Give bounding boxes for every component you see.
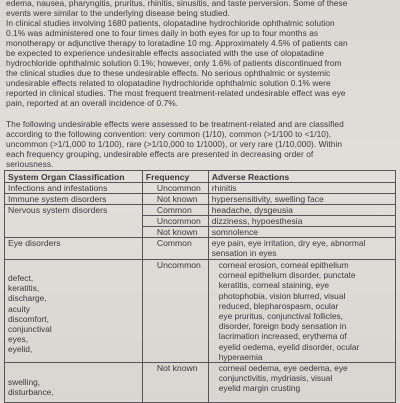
reaction-cell: rhinitis (208, 183, 395, 194)
table-row (5, 363, 396, 403)
table-header-row (5, 171, 396, 183)
soc-cell: Infections and infestations (5, 183, 143, 194)
paragraph-frequency-convention: The following undesirable effects were assessed to be treatment-related and are classified according to the following convention: very common (1/10), common (>1/100 to <1/10), uncommon (>1/1,000 to 1/100), rare (>1/10,000 to 1/1000), or very rare (1/10,000). Within each frequency grouping, undesirable effects are presented in decreasing order of seriousness. (6, 119, 344, 170)
table-row (5, 260, 396, 363)
reaction-cell: dizziness, hypoesthesia (208, 216, 395, 227)
paragraph-clinical-studies: In clinical studies involving 1680 patients, olopatadine hydrochloride ophthalmic solution 0.1% was administered one to four times daily in both eyes for up to four months as monotherapy or adjunctive therapy to loratadine 10 mg. Approximately 4.5% of patients can be expected to experience undesirable effects associated with the use of olopatadine hydrochloride ophthalmic solution 0.1%; however, only 1.6% of patients discontinued from the clinical studies due to these undesirable effects. No serious ophthalmic or systemic undesirable effects related to olopatadine hydrochloride ophthalmic solution 0.1% were reported in clinical studies. The most frequent treatment-related undesirable effect was eye pain, reported at an overall incidence of 0.7%. (6, 18, 348, 109)
table-row (5, 238, 396, 260)
header-soc: System Organ Classification (5, 171, 143, 183)
frequency-cell: Common (142, 238, 208, 260)
frequency-cell: Not known (142, 363, 208, 403)
frequency-cell: Uncommon (142, 216, 208, 227)
reaction-cell: corneal erosion, corneal epithelium corneal epithelium disorder, punctate keratitis, corneal staining, eye photophobia, vision blurred, visual reduced, blepharospasm, ocular eye pruritus, conjunctival follicles, disorder, foreign body sensation in lacrimation increased, erythema of eyelid oedema, eyelid disorder, ocular hyperaemia (208, 260, 395, 363)
soc-cell: Immune system disorders (5, 194, 143, 205)
reaction-cell: corneal oedema, eye oedema, eye conjunctivitis, mydriasis, visual eyelid margin crusting (208, 363, 395, 403)
soc-cell: Eye disorders (5, 238, 143, 260)
frequency-cell: Uncommon (142, 260, 208, 363)
reaction-cell: hypersensitivity, swelling face (208, 194, 395, 205)
table-row (5, 183, 396, 194)
table-row (5, 205, 396, 216)
reaction-cell: headache, dysgeusia (208, 205, 395, 216)
soc-cell: Nervous system disorders (5, 205, 143, 238)
reaction-cell: somnolence (208, 227, 395, 238)
soc-cell: defect, keratitis, discharge, acuity discomfort, conjunctival eyes, eyelid, (5, 260, 143, 363)
frequency-cell: Common (142, 205, 208, 216)
frequency-cell: Not known (142, 227, 208, 238)
paragraph-other-events: edema, nausea, pharyngitis, pruritus, rhinitis, sinusitis, and taste perversion. Some of these events were similar to the underlying disease being studied. (6, 0, 348, 19)
table-row (5, 194, 396, 205)
reaction-cell: eye pain, eye irritation, dry eye, abnormal sensation in eyes (208, 238, 395, 260)
frequency-cell: Not known (142, 194, 208, 205)
frequency-cell: Uncommon (142, 183, 208, 194)
adverse-reactions-table (4, 170, 396, 403)
header-frequency: Frequency (142, 171, 208, 183)
soc-cell: swelling, disturbance, (5, 363, 143, 403)
header-adverse-reactions: Adverse Reactions (208, 171, 395, 183)
